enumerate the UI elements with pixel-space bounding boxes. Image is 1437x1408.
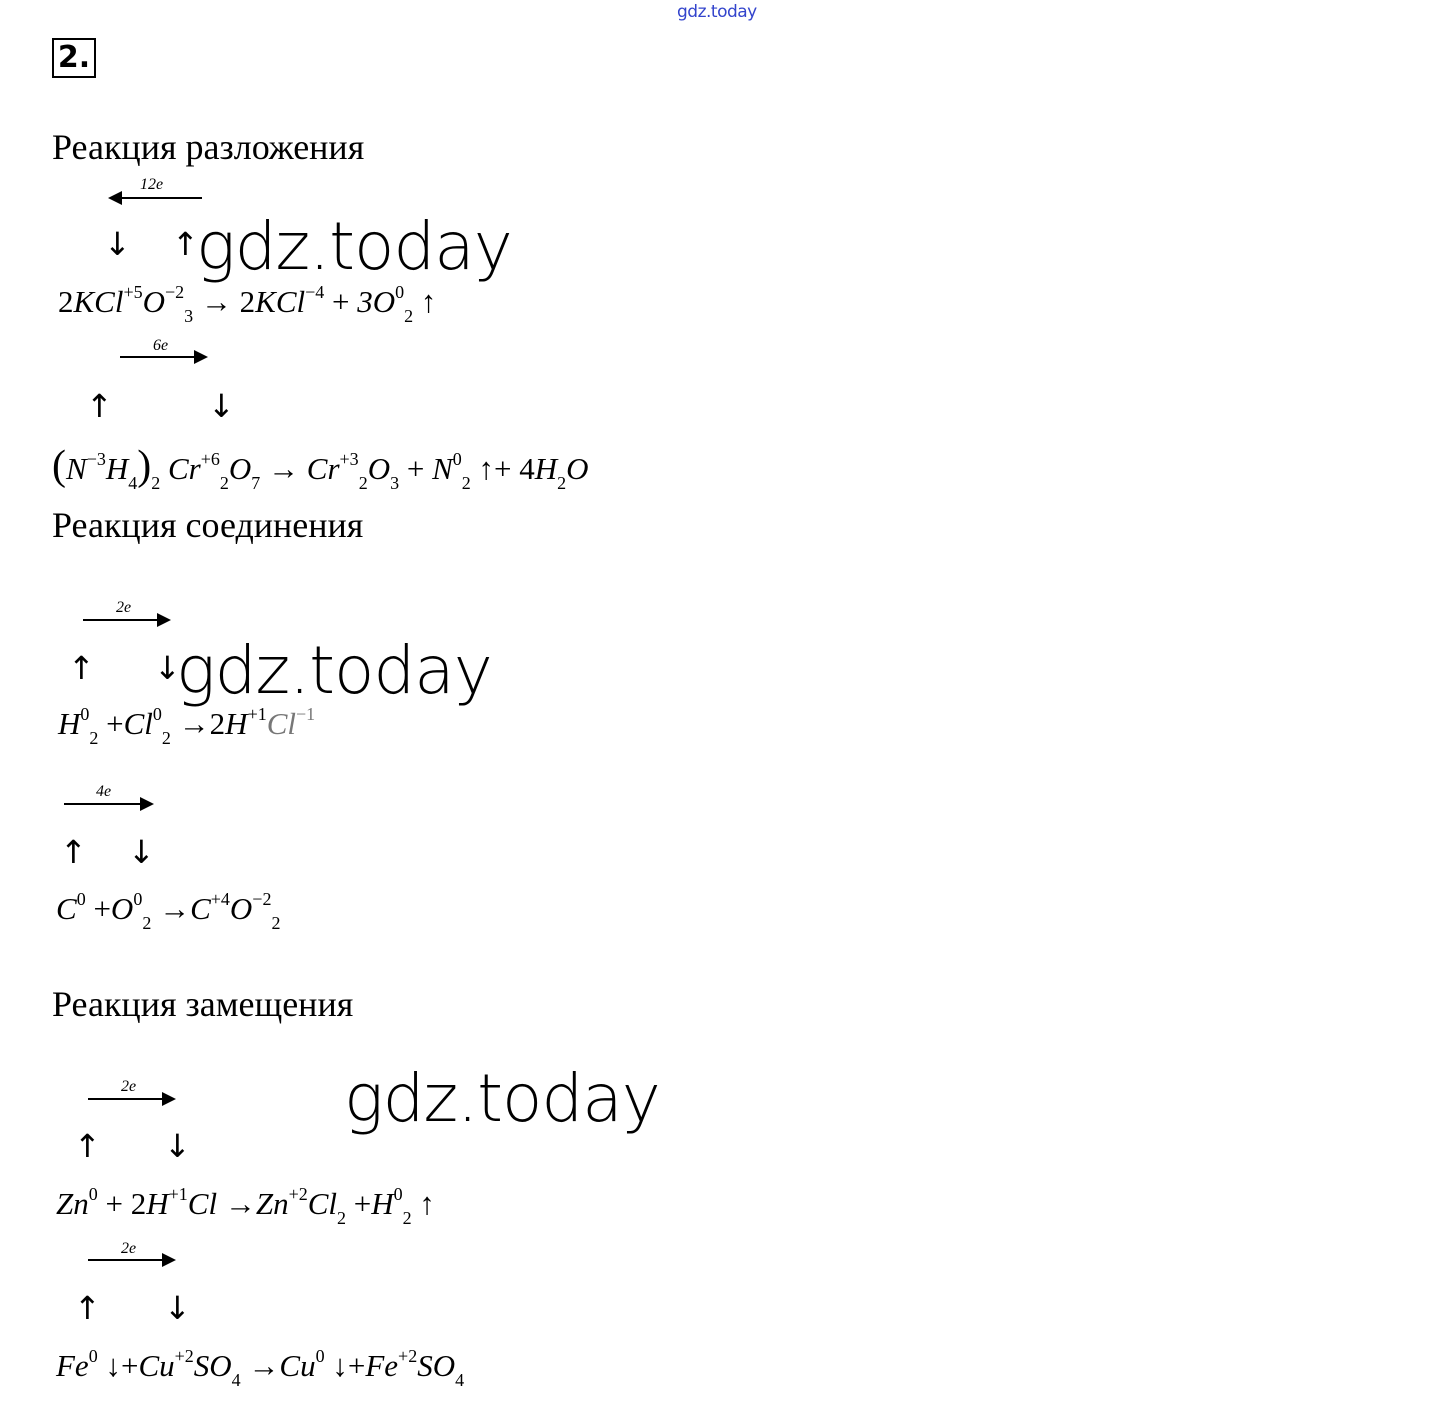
site-link[interactable]: gdz.today — [677, 2, 757, 22]
equation-ammonium-dichromate: $(N^{-3}H_4)_2$ $Cr^{+6}_2O_7 \to Cr^{+3}_2O_3 + N^0_2$ ↑+ $4H_2O$ — [52, 443, 589, 493]
electron-label: 2e — [116, 599, 132, 616]
arrow-down-icon: ↓ — [154, 649, 181, 687]
section-title-decomposition: Реакция разложения — [52, 127, 365, 167]
equation-hydrogen-chlorine: $H^0_2 +Cl^0_2 \to 2H^{+1}Cl^{-1}$ — [58, 704, 316, 748]
arrow-down-icon: ↓ — [128, 833, 155, 871]
electron-transfer-right-arrow-icon — [83, 619, 169, 621]
electron-label: 2e — [121, 1240, 137, 1257]
arrow-down-icon: ↓ — [104, 225, 131, 263]
electron-transfer-right-arrow-icon — [88, 1259, 174, 1261]
arrow-up-icon: ↑ — [74, 1127, 101, 1165]
arrow-down-icon: ↓ — [164, 1289, 191, 1327]
electron-transfer-right-arrow-icon — [64, 803, 152, 805]
section-title-combination: Реакция соединения — [52, 505, 364, 545]
equation-kclo3: $2KCl^{+5}O^{-2}_3 \to 2KCl^{-4} + 3O^0_2$ ↑ — [58, 282, 437, 326]
arrow-up-icon: ↑ — [68, 649, 95, 687]
arrow-up-icon: ↑ — [74, 1289, 101, 1327]
electron-label: 6e — [153, 337, 169, 354]
arrow-down-icon: ↓ — [208, 387, 235, 425]
electron-label: 4e — [96, 783, 112, 800]
equation-carbon-oxygen: $C^0 +O^0_2 \to C^{+4}O^{-2}_2$ — [56, 889, 281, 933]
task-number: 2. — [52, 38, 96, 78]
electron-label: 2e — [121, 1078, 137, 1095]
electron-transfer-right-arrow-icon — [120, 356, 206, 358]
electron-transfer-right-arrow-icon — [88, 1098, 174, 1100]
watermark: gdz.today — [196, 208, 512, 285]
equation-zinc-hcl: $Zn^0 + 2H^{+1}Cl \to Zn^{+2}Cl_2 +H^0_2$ ↑ — [56, 1184, 435, 1228]
arrow-up-icon: ↑ — [172, 225, 199, 263]
watermark: gdz.today — [176, 632, 492, 709]
arrow-up-icon: ↑ — [86, 387, 113, 425]
electron-transfer-left-arrow-icon — [110, 197, 202, 199]
arrow-up-icon: ↑ — [60, 833, 87, 871]
electron-label: 12e — [140, 176, 164, 193]
watermark: gdz.today — [344, 1060, 660, 1137]
equation-iron-copper-sulfate: Fe$^0$ $↓+Cu^{+2}SO_4 \to Cu^0$ $↓+Fe^{+2}SO_4$ — [56, 1346, 465, 1390]
arrow-down-icon: ↓ — [164, 1127, 191, 1165]
section-title-substitution: Реакция замещения — [52, 984, 354, 1024]
